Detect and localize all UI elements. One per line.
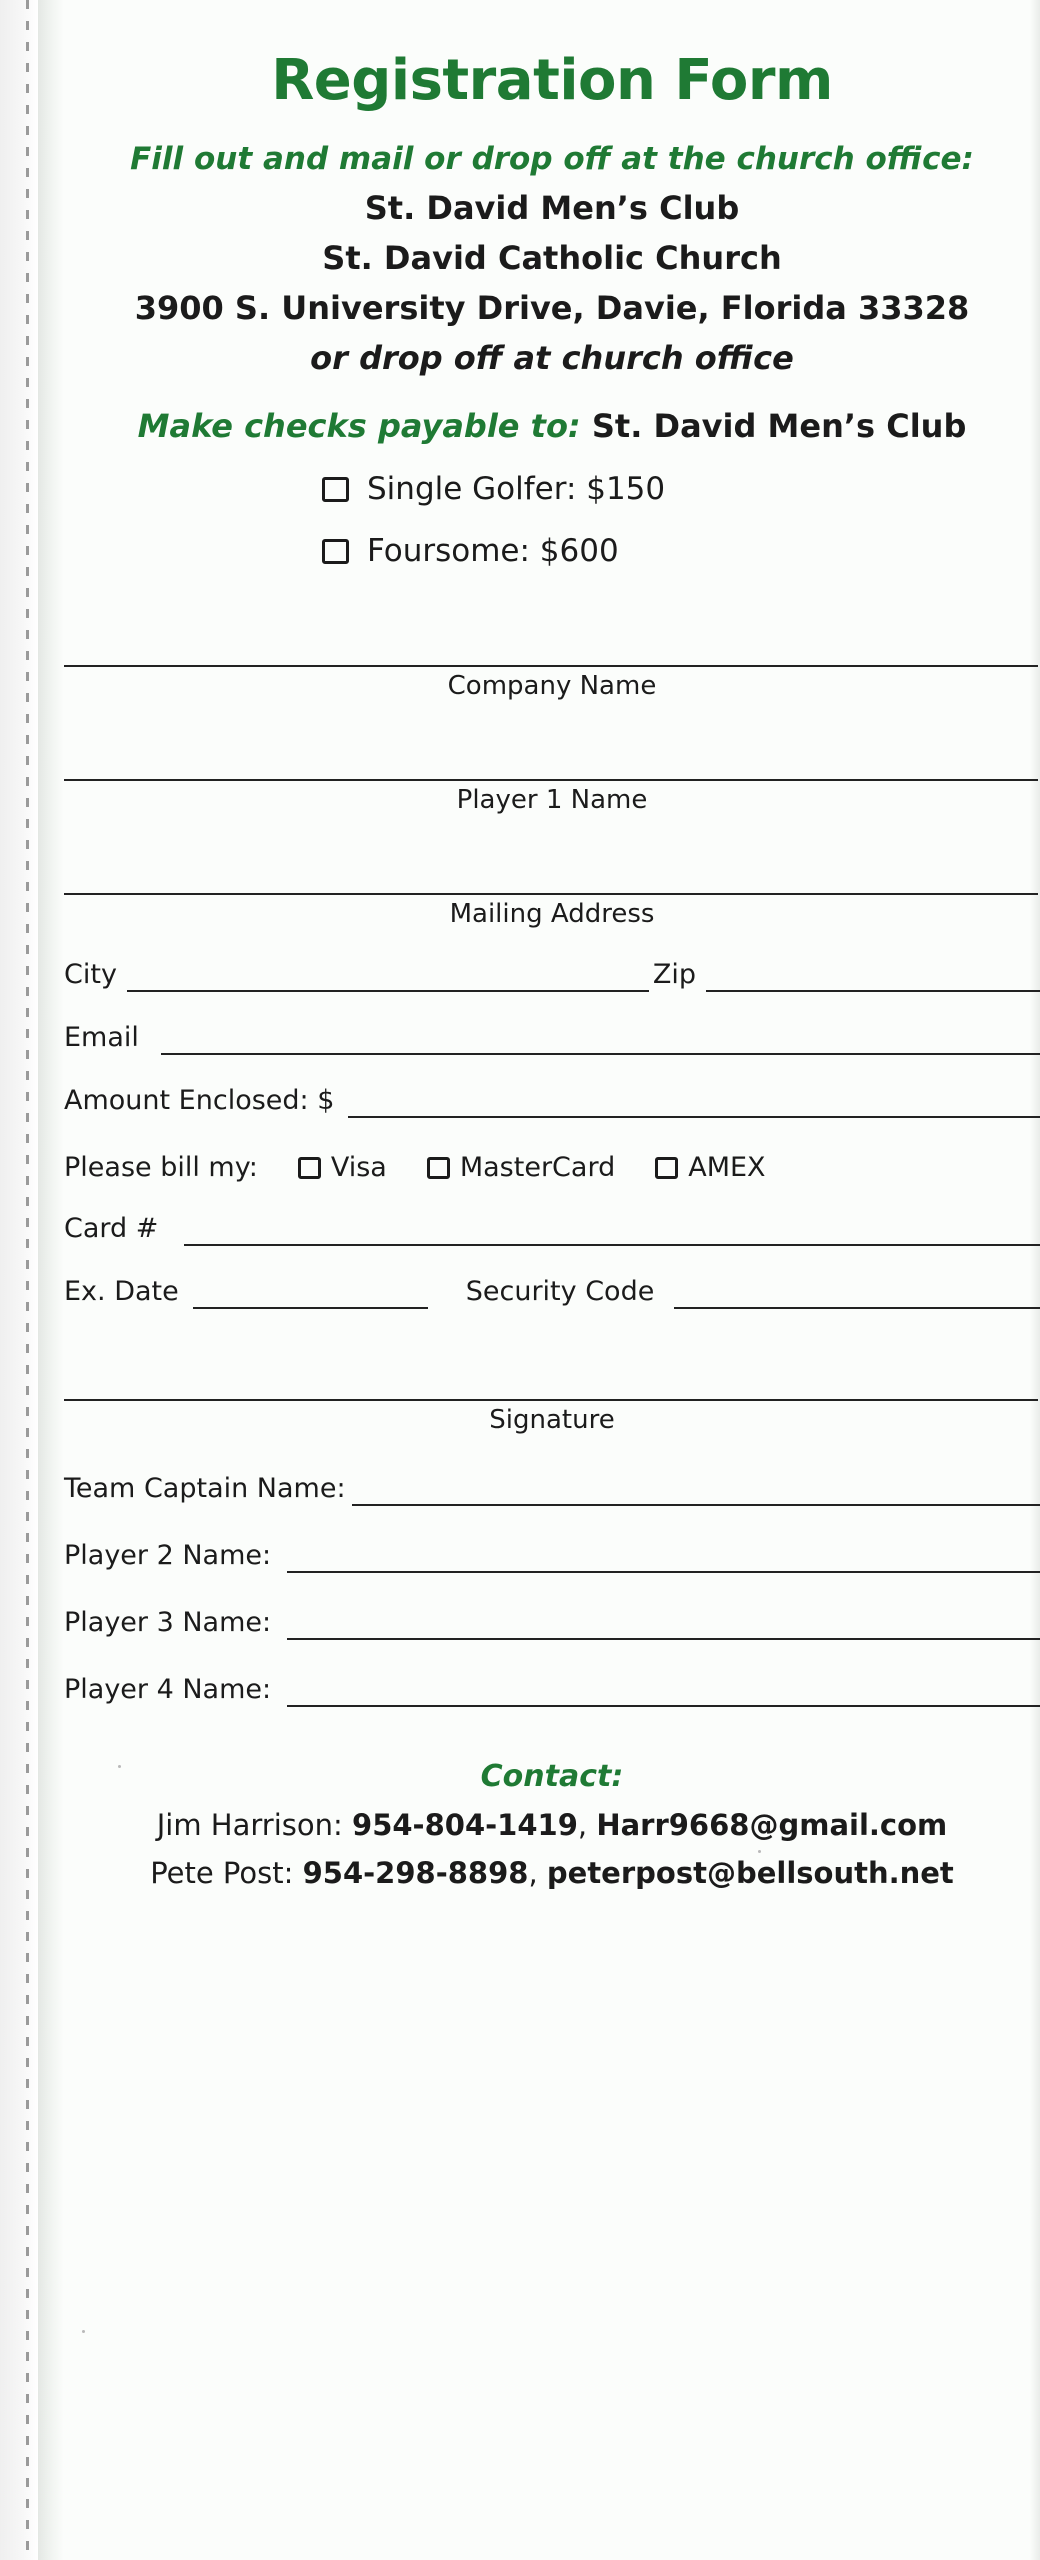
bill-method-label: Please bill my: [64,1152,258,1183]
email-input[interactable] [161,1027,1040,1055]
security-code-input[interactable] [674,1281,1040,1309]
ex-date-input[interactable] [193,1281,428,1309]
security-code-label: Security Code [465,1276,655,1307]
email-row [64,1022,1040,1055]
player4-input[interactable] [287,1679,1040,1707]
contact-heading: Contact: [480,1759,624,1794]
company-name-caption: Company Name [447,671,657,701]
card-option-visa-label: Visa [330,1152,387,1183]
card-number-input[interactable] [184,1218,1040,1246]
page-edge-shadow [38,0,64,2560]
checkbox-icon[interactable] [655,1157,678,1179]
option-foursome[interactable] [322,533,1040,569]
contact-1-email[interactable]: Harr9668@gmail.com [596,1808,948,1842]
signature-caption: Signature [489,1405,615,1435]
contact-2-sep: , [528,1856,547,1890]
perforation-dots [26,0,29,2560]
contact-2-name: Pete Post: [150,1856,303,1890]
player1-name-caption: Player 1 Name [456,785,648,815]
contact-1-sep: , [577,1808,597,1842]
signature-input[interactable] [64,1365,1038,1401]
form-content [64,0,1040,2560]
card-number-row [64,1213,1040,1246]
contact-2-email[interactable]: peterpost@bellsouth.net [546,1856,954,1890]
mailing-address-caption: Mailing Address [449,899,655,929]
zip-label: Zip [652,959,697,990]
signature-block [64,1365,1040,1435]
street-address-line: 3900 S. University Drive, Davie, Florida 33328 [134,289,970,327]
card-number-label: Card # [64,1213,159,1244]
mailing-address-input[interactable] [64,859,1038,895]
contact-line-1 [64,1808,1040,1842]
amount-row [64,1085,1040,1118]
player3-label: Player 3 Name: [64,1607,272,1638]
team-captain-row [64,1473,1040,1506]
checkbox-icon[interactable] [322,539,349,564]
city-zip-row [64,959,1040,992]
spacer [64,815,1040,859]
player3-input[interactable] [287,1612,1040,1640]
card-option-mastercard[interactable] [427,1152,615,1183]
company-name-input[interactable] [64,631,1038,667]
paper-speck [82,2330,85,2333]
contact-1-phone[interactable]: 954-804-1419 [352,1808,578,1842]
amount-label: Amount Enclosed: $ [64,1085,335,1116]
paper-speck [118,1765,121,1768]
player1-name-input[interactable] [64,745,1038,781]
contact-line-2 [64,1856,1040,1890]
fields-section [64,631,1040,1707]
city-input[interactable] [127,964,649,992]
org-name-line: St. David Men’s Club [364,189,740,227]
church-name-line: St. David Catholic Church [322,239,782,277]
zip-input[interactable] [706,964,1040,992]
dropoff-note-line: or drop off at church office [310,339,794,377]
player4-row [64,1674,1040,1707]
option-single-golfer[interactable] [322,471,1040,507]
team-captain-input[interactable] [352,1478,1040,1506]
amount-input[interactable] [348,1090,1040,1118]
player2-label: Player 2 Name: [64,1540,272,1571]
email-label: Email [64,1022,139,1053]
card-option-mastercard-label: MasterCard [459,1152,616,1183]
spacer [64,701,1040,745]
contact-2-phone[interactable]: 954-298-8898 [302,1856,529,1890]
page-title: Registration Form [271,48,833,113]
checks-payable-payee: St. David Men’s Club [591,407,967,445]
checks-payable-label: Make checks payable to: [137,407,581,445]
city-label: City [64,959,117,990]
player3-row [64,1607,1040,1640]
form-subtitle: Fill out and mail or drop off at the church office: [130,141,974,177]
card-option-amex[interactable] [655,1152,765,1183]
checkbox-icon[interactable] [322,477,349,502]
card-option-visa[interactable] [298,1152,387,1183]
player2-input[interactable] [287,1545,1040,1573]
bill-method-row [64,1152,1040,1183]
ex-date-label: Ex. Date [64,1276,179,1307]
team-captain-label: Team Captain Name: [64,1473,346,1504]
player4-label: Player 4 Name: [64,1674,272,1705]
paper-speck [758,1850,761,1853]
player2-row [64,1540,1040,1573]
checkbox-icon[interactable] [298,1157,321,1179]
expiry-security-row [64,1276,1040,1309]
checks-payable-line [64,407,1040,445]
option-single-golfer-label: Single Golfer: $150 [367,471,666,507]
checkbox-icon[interactable] [427,1157,450,1179]
perforation-strip [0,0,38,2560]
option-foursome-label: Foursome: $600 [367,533,619,569]
card-option-amex-label: AMEX [688,1152,766,1183]
contact-1-name: Jim Harrison: [156,1808,353,1842]
